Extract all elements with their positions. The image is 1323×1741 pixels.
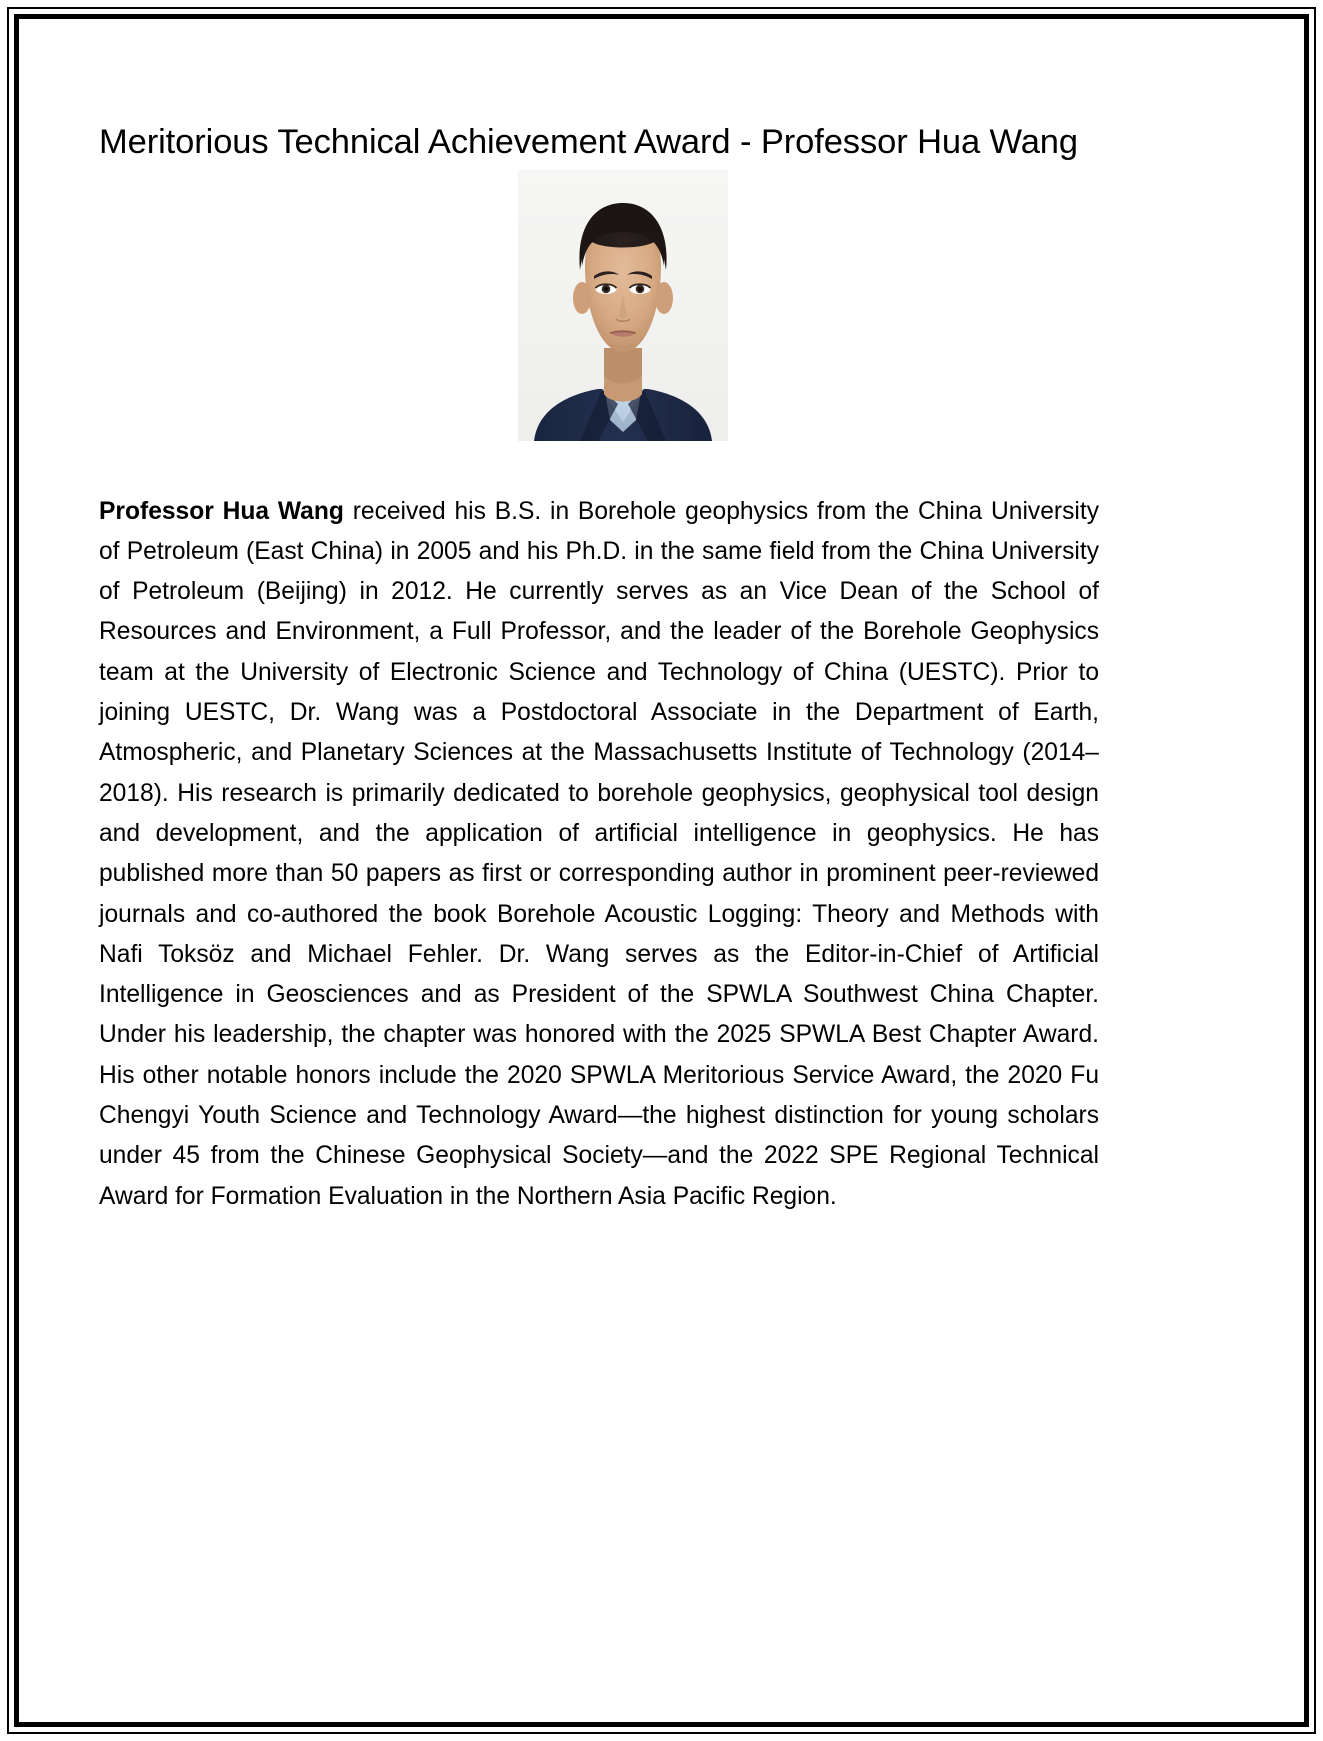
biography-lead-name: Professor Hua Wang <box>99 497 344 525</box>
biography-body-text: received his B.S. in Borehole geophysics from the China University of Petroleum (East China) in 2005 and his Ph.D. in the same field from the China University of Petroleum (Beijing) in 2012. He currently serves as an Vice Dean of the School of Resources and Environment, a Full Professor, and the leader of the Borehole Geophysics team at the University of Electronic Science and Technology of China (UESTC). Prior to joining UESTC, Dr. Wang was a Postdoctoral Associate in the Department of Earth, Atmospheric, and Planetary Sciences at the Massachusetts Institute of Technology (2014–2018). His research is primarily dedicated to borehole geophysics, geophysical tool design and development, and the application of artificial intelligence in geophysics. He has published more than 50 papers as first or corresponding author in prominent peer-reviewed journals and co-authored the book Borehole Acoustic Logging: Theory and Methods with Nafi Toksöz and Michael Fehler. Dr. Wang serves as the Editor-in-Chief of Artificial Intelligence in Geosciences and as President of the SPWLA Southwest China Chapter. Under his leadership, the chapter was honored with the 2025 SPWLA Best Chapter Award. His other notable honors include the 2020 SPWLA Meritorious Service Award, the 2020 Fu Chengyi Youth Science and Technology Award—the highest distinction for young scholars under 45 from the Chinese Geophysical Society—and the 2022 SPE Regional Technical Award for Formation Evaluation in the Northern Asia Pacific Region. <box>99 497 1099 1210</box>
biography-paragraph <box>99 492 1099 1217</box>
page-title: Meritorious Technical Achievement Award - Professor Hua Wang <box>99 123 1078 162</box>
portrait-image <box>518 170 728 441</box>
page-content <box>99 0 1099 1741</box>
portrait-photo <box>518 170 728 441</box>
